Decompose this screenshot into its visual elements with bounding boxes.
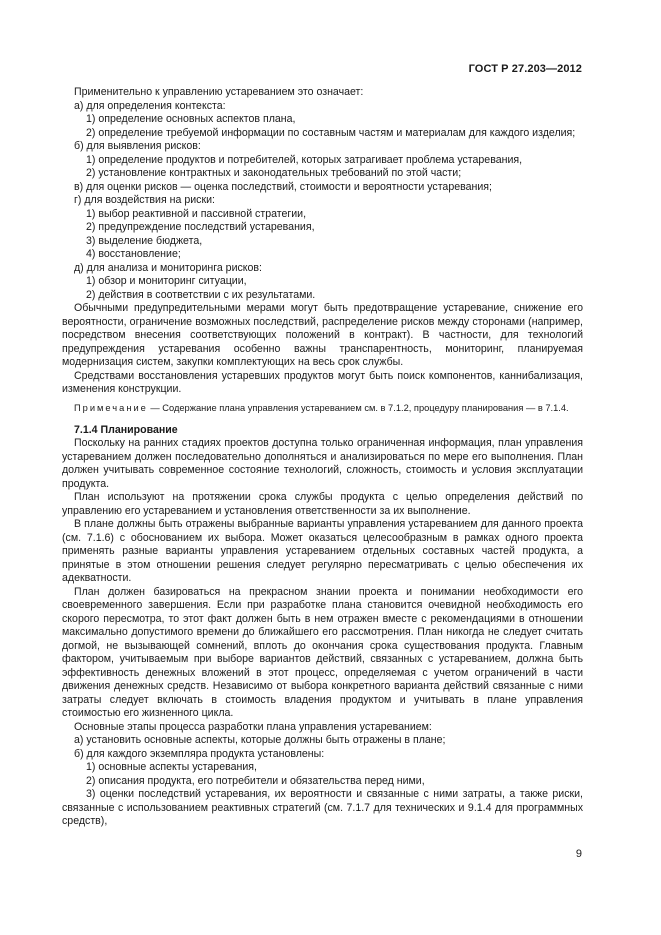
section-heading: 7.1.4 Планирование bbox=[74, 423, 178, 436]
list-item: 2) определение требуемой информации по составным частям и материалам для каждого изделия; bbox=[86, 126, 576, 139]
paragraph: В плане должны быть отражены выбранные варианты управления устареванием для данного проекта (см. 7.1.6) с обоснованием их выбора. Может оказаться целесообразным в рамках одного проекта применять разные варианты управления устареванием отдельных составных частей продукта, а принятые в этом отношении решения следует регулярно пересматривать с целью обеспечения их адекватности. bbox=[62, 518, 583, 584]
list-item: 1) определение продуктов и потребителей, которых затрагивает проблема устаревания, bbox=[86, 153, 523, 166]
list-item: б) для каждого экземпляра продукта установлены: bbox=[74, 747, 325, 760]
list-item: 3) оценки последствий устаревания, их вероятности и связанные с ними затраты, а также риски, связанные с использованием реактивных стратегий (см. 7.1.7 для технических и 9.1.4 для программных средств), bbox=[62, 788, 583, 827]
list-item: д) для анализа и мониторинга рисков: bbox=[74, 261, 262, 274]
note-label: Примечание bbox=[74, 402, 148, 413]
list-item: а) установить основные аспекты, которые должны быть отражены в плане; bbox=[74, 734, 446, 746]
paragraph: План используют на протяжении срока службы продукта с целью определения действий по управлению его устареванием и установления ответственности за их выполнение. bbox=[62, 491, 583, 517]
list-item: 2) действия в соответствии с их результатами. bbox=[86, 288, 316, 301]
list-item: а) для определения контекста: bbox=[74, 99, 226, 112]
paragraph: План должен базироваться на прекрасном знании проекта и понимании необходимости его своевременного завершения. Если при разработке плана становится очевидной необходимость его скорого пересмотра, то этот факт должен быть в нем отражен вместе с рекомендациями в отношении максимально допустимого времени до ближайшего его рассмотрения. План никогда не следует считать догмой, не вызывающей сомнений, вплоть до окончания срока существования продукта. Главным фактором, учитываемым при выборе вариантов действий, связанных с устареванием, должна быть эффективность денежных вложений в этот процесс, определяемая с учетом ограничений в части движения денежных средств. Независимо от выбора конкретного варианта действий связанные с ними затраты следует включать в стоимость владения продуктом и учитывать в плане управления стоимостью его жизненного цикла. bbox=[62, 585, 583, 719]
note-text: — Содержание плана управления устареванием см. в 7.1.2, процедуру планирования — в 7.1.4. bbox=[147, 402, 569, 413]
paragraph: Основные этапы процесса разработки плана управления устареванием: bbox=[74, 720, 432, 733]
list-item: 2) предупреждение последствий устаревания, bbox=[86, 221, 315, 233]
page-number: 9 bbox=[575, 848, 582, 860]
paragraph: Применительно к управлению устареванием это означает: bbox=[74, 86, 364, 98]
list-item: 1) основные аспекты устаревания, bbox=[86, 761, 257, 773]
list-item: б) для выявления рисков: bbox=[74, 140, 201, 152]
list-item: 1) обзор и мониторинг ситуации, bbox=[86, 275, 247, 287]
paragraph: Средствами восстановления устаревших продуктов могут быть поиск компонентов, каннибализация, изменения конструкции. bbox=[62, 369, 583, 395]
list-item: 1) определение основных аспектов плана, bbox=[86, 113, 296, 125]
list-item: г) для воздействия на риски: bbox=[74, 194, 215, 206]
page-content bbox=[62, 86, 583, 829]
list-item: 4) восстановление; bbox=[86, 248, 181, 260]
list-item: 1) выбор реактивной и пассивной стратегии, bbox=[86, 207, 307, 220]
note bbox=[62, 402, 583, 414]
paragraph: Обычными предупредительными мерами могут быть предотвращение устаревание, снижение его вероятности, ограничение возможных последствий, распределение рисков между сторонами (например, посредством внесения соответствующих положений в контракт). В частности, для технологий предупреждения устаревания особенно важны транспарентность, мониторинг, планируемая модернизация систем, закупки комплектующих на весь срок службы. bbox=[62, 302, 583, 368]
list-item: 2) описания продукта, его потребители и обязательства перед ними, bbox=[86, 774, 425, 787]
list-item: 3) выделение бюджета, bbox=[86, 234, 203, 247]
paragraph: Поскольку на ранних стадиях проектов доступна только ограниченная информация, план управления устареванием должен последовательно дополняться и анализироваться по мере его выполнения. План должен учитывать современное состояние технологий, сложность, стоимость и условия эксплуатации продукта. bbox=[62, 437, 583, 490]
list-item: в) для оценки рисков — оценка последствий, стоимости и вероятности устаревания; bbox=[74, 180, 492, 193]
document-code: ГОСТ Р 27.203—2012 bbox=[468, 63, 582, 75]
list-item: 2) установление контрактных и законодательных требований по этой части; bbox=[86, 167, 462, 179]
